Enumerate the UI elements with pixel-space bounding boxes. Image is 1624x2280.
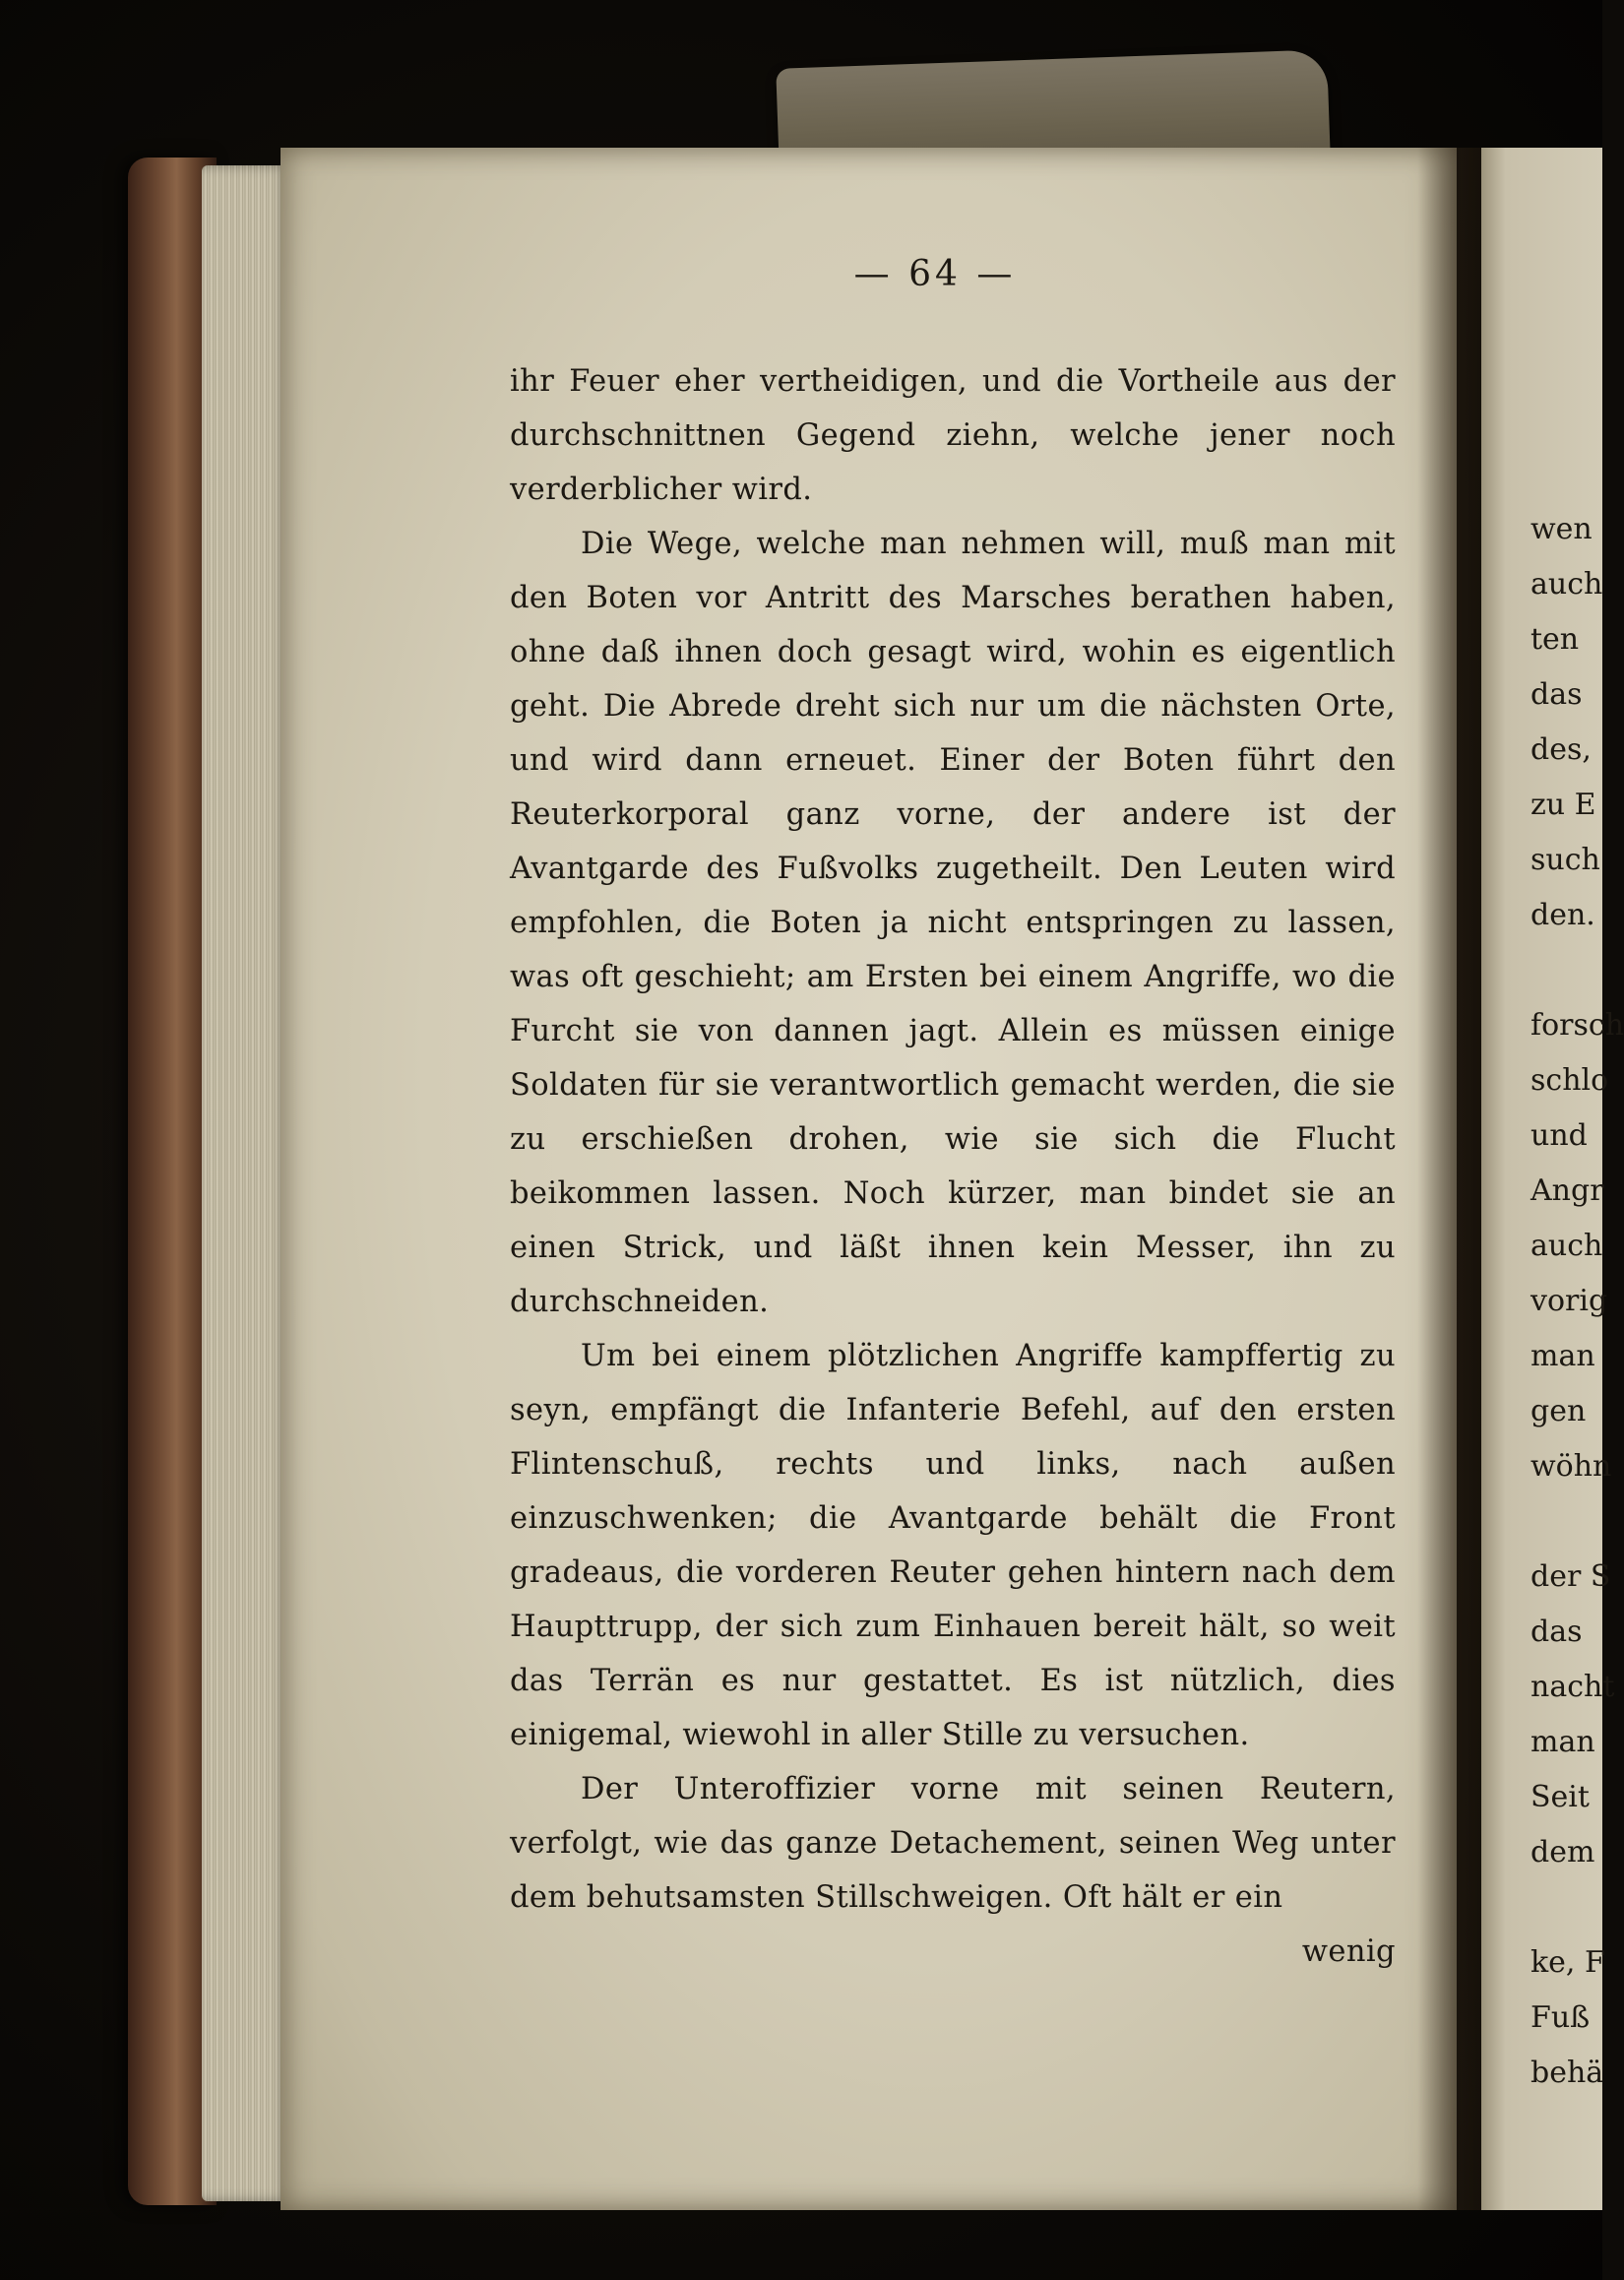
facing-line-fragment: auch <box>1530 567 1603 602</box>
facing-line-fragment: das <box>1530 677 1583 712</box>
facing-line-fragment: vorig <box>1530 1284 1608 1318</box>
paragraph-1: ihr Feuer eher vertheidigen, und die Vortheile aus der durchschnittnen Gegend ziehn, welche jener noch verderblicher wird. <box>510 364 1396 507</box>
paragraph-3: Um bei einem plötzlichen Angriffe kampffertig zu seyn, empfängt die Infanterie Befehl, auf den ersten Flintenschuß, rechts und links, nach außen einzuschwenken; die Avantgarde behält die Front gradeaus, die vorderen Reuter gehen hintern nach dem Haupttrupp, der sich zum Einhauen bereit hält, so weit das Terrän es nur gestattet. Es ist nützlich, dies einigemal, wiewohl in aller Stille zu versuchen. <box>510 1339 1396 1752</box>
facing-page-fragments <box>1530 502 1624 2101</box>
facing-line-fragment: nacht <box>1530 1670 1615 1704</box>
facing-line-fragment: und <box>1530 1118 1588 1153</box>
facing-line-fragment: Angr <box>1530 1173 1604 1208</box>
facing-line-fragment: dem <box>1530 1835 1595 1869</box>
facing-line-fragment: ten <box>1530 622 1580 657</box>
facing-line-fragment: der S <box>1530 1559 1611 1594</box>
facing-line-fragment: Fuß <box>1530 2000 1591 2035</box>
facing-line-fragment: das <box>1530 1615 1583 1649</box>
paragraph-4: Der Unteroffizier vorne mit seinen Reutern, verfolgt, wie das ganze Detachement, seinen Weg unter dem behutsamsten Stillschweigen. Oft hält er ein <box>510 1772 1396 1915</box>
facing-line-fragment: Seit <box>1530 1780 1590 1814</box>
facing-line-fragment: man <box>1530 1339 1595 1373</box>
facing-line-fragment: ke, F <box>1530 1945 1605 1980</box>
page-text <box>510 354 1396 1979</box>
page-number-header: — 64 — <box>853 254 1017 294</box>
page-edges <box>202 165 290 2201</box>
facing-page <box>1481 148 1624 2210</box>
facing-line-fragment <box>1530 1494 1624 1550</box>
facing-line-fragment: schlo <box>1530 1063 1609 1098</box>
facing-line-fragment <box>1530 943 1624 998</box>
catchword: wenig <box>1301 1934 1396 1969</box>
facing-line-fragment: gen <box>1530 1394 1587 1428</box>
facing-line-fragment: auch <box>1530 1229 1603 1263</box>
facing-line-fragment <box>1530 1880 1624 1935</box>
facing-line-fragment: behä <box>1530 2056 1604 2090</box>
facing-line-fragment: man <box>1530 1725 1595 1759</box>
facing-line-fragment: such <box>1530 843 1600 877</box>
facing-line-fragment: forsch <box>1530 1008 1624 1043</box>
facing-line-fragment: wöhn <box>1530 1449 1612 1484</box>
paragraph-2: Die Wege, welche man nehmen will, muß man mit den Boten vor Antritt des Marsches berathen haben, ohne daß ihnen doch gesagt wird, wohin es eigentlich geht. Die Abrede dreht sich nur um die nächsten Orte, und wird dann erneuet. Einer der Boten führt den Reuterkorporal ganz vorne, der andere ist der Avantgarde des Fußvolks zugetheilt. Den Leuten wird empfohlen, die Boten ja nicht entspringen zu lassen, was oft geschieht; am Ersten bei einem Angriffe, wo die Furcht sie von dannen jagt. Allein es müssen einige Soldaten für sie verantwortlich gemacht werden, die sie zu erschießen drohen, wie sie sich die Flucht beikommen lassen. Noch kürzer, man bindet sie an einen Strick, und läßt ihnen kein Messer, ihn zu durchschneiden. <box>510 527 1396 1319</box>
facing-line-fragment: des, <box>1530 732 1592 767</box>
facing-line-fragment: wen <box>1530 512 1593 546</box>
facing-line-fragment: den. <box>1530 898 1595 932</box>
facing-line-fragment: zu E <box>1530 788 1596 822</box>
